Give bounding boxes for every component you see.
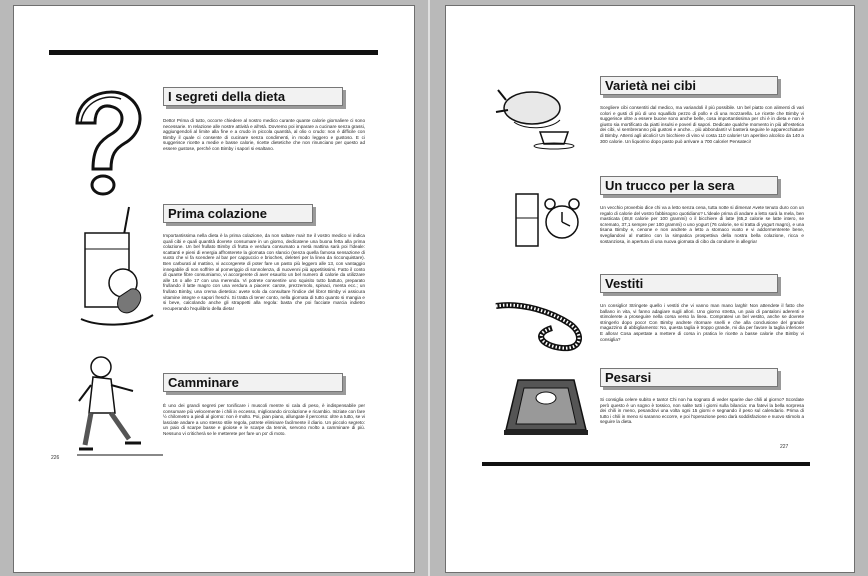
left-page-scan — [49, 50, 378, 467]
bathroom-scale-icon — [500, 368, 592, 440]
page-number-left: 226 — [51, 455, 60, 461]
section-title-segreti: I segreti della dieta — [163, 87, 343, 106]
glass-alarm-clock-icon — [512, 188, 584, 250]
section-text-trucco: Un vecchio proverbio dice chi va a letto senza cena, tutta notte si dimena! Avete tenuto duro con un regalo di calorie del vostro fabbisogno quotidiano? L'ideale prima di andare a letto sarà la mela, ben masticata (48,8 calorie per 100 grammi) o il bicchiere di latte (65,2 calorie se latte intero, se scremato, 37,1 sempre per 100 grammi) o uno yogurt (76 calorie, se si tratta di yogurt magro), e una tisana Bimby e, cenone e non andrete a letto a stomaco vuoto e vi addormenterete bene, svegliandovi al mattino con la simpatica prospettiva della nostra bella colazione, ricca e sostanziosa, in apertura di una nuova giornata di cibo da condurre in allegria! — [600, 205, 804, 244]
section-title-trucco: Un trucco per la sera — [600, 176, 778, 195]
measuring-tape-icon — [492, 294, 592, 356]
walking-man-icon — [75, 351, 165, 459]
section-title-varieta: Varietà nei cibi — [600, 76, 778, 95]
right-page-scan — [482, 50, 810, 466]
section-text-vestiti: Un consiglio! Stringete quello i vestiti che vi vanno man mano larghi! Non attendete il fatto che ballano in vita, vi fanno adagiare sugli allori. Uno giorno stretta, un paio di pantaloni aderenti e stimolerete a proseguire nella corsa verso la linea. Compratevi un bel vestito, anche se dovrete stringerlo dopo poco! Con Bimby andrete ritornare snelli e che alla conclusione del grande magazzino di abbigliamento: No, questa taglia è troppo grande, mi dia per favore la taglia inferiore! E allora! Cosa aspettate a mettere di corsa in pratica le ricette a basse calorie che Bimby vi consiglia? — [600, 303, 804, 342]
section-text-camminare: È uno dei grandi segreti per tonificare i muscoli mentre si cala di peso, è indispensabile per consumare più velocemente i chili in eccesso, migliorando circolazione e ricambio. Iniziate con fare ½ chilometro a piedi al giorno: non è molto. Poi, pian piano, allungate il percorso: oltre a tutto, se vi lasciate andare a uno stesso stile regola, potrete eliminare facilmente il diario. Un piccolo segreto: un paio di scarpe basse e gioiose e le scarpe da tennis, servono molto a camminare di più. Nessuno vi criticherà se le metterete per fare un po' di moto. — [163, 403, 365, 436]
question-mark-icon — [63, 85, 155, 197]
page-number-right: 227 — [780, 444, 789, 450]
breakfast-glass-fruit-icon — [79, 203, 159, 328]
section-title-vestiti: Vestiti — [600, 274, 778, 293]
section-text-pesarsi: Si consiglia celere subito e tanto! Chi non ha sognato di veder sparire due chili al giorno? Scordate però questo è un sogno è tossico, non salite tutti i giorni sulla bilancia: ma fatevi la bella sorpresa dei chili in meno, pesandovi una volta ogni 15 giorni e segnando il peso sul calendario. Prima di tutto i chili in meno si saranno eccorre, e poi l'operazione peso darà soddisfazione e nuovo stimolo a seguire la dieta. — [600, 397, 804, 425]
section-title-pesarsi: Pesarsi — [600, 368, 778, 387]
section-title-camminare: Camminare — [163, 373, 343, 392]
section-text-segreti: Detto! Prima di tutto, occorre chiedere al nostro medico curante quante calorie giornaliere ci sono necessarie. In relazione alle nostre attività e all'età. Dovremo poi imparare a cucinare senza grassi, aggiungendoli al limite alla fine e a crudo in piccola quantità, al olio o crudo: non è difficile con Bimby il quale ci consente di cucinare senza condimenti, in modo leggero e gustoso. E ci suggerisce ricette a medie e basse calorie, ricette dietetiche che non rinunciano per questo ad essere gustose, perché con Bimby i sapori si esaltano. — [163, 118, 365, 151]
section-title-colazione: Prima colazione — [163, 204, 313, 223]
spread-divider — [428, 0, 430, 576]
section-text-varieta: Scegliere cibi consentiti dal medico, ma variandoli il più possibile. Un bel piatto con alimenti di vari colori e gusti di più di uno squallido pezzo di pollo e di una mozzarella. Le ricette che Bimby vi suggerisce oltre a essere buone sono anche belle, cosa importantissima per chi è in dieta e non è giusto sia mortificato da piatti insulsi e poveri di sapori. Dedicate qualche momento in più all'estetica dei cibi, vi sembreranno più gustosi e anche... più abbondanti! vi basterà seguire le apparecchiature di Bimby. Attenti agli alcolici! Un bicchiere di vino vi costa 110 calorie! Un aperitivo alcolico da 140 a 300 calorie. Un liquorino dopo pasto può arrivare a 700 calorie! Pensateci! — [600, 105, 804, 144]
roast-chicken-cup-icon — [494, 82, 592, 150]
section-text-colazione: Importantissima nella dieta è la prima colazione, da non saltare mai! Se il vostro medico vi indica quali cibi e quali quantità dovrete consumare in un giorno, dedicatene una buona fetta alla prima colazione. Un bel frullato Bimby di frutta e verdura consumato a metà mattina sarà poi l'ideale: scattanti e pieni di energia affronterete la giornata con slancio (senza quella famosa sensazione di vuoto che vi fa scendere al bar per cappuccio e brioches, deleteri per la linea da ricconquistare). Ben carburati al mattino, vi accorgerete di poter fare un pasto più leggero alle 13, con vantaggio innegabile di non soffrire al pomeriggio di sonnolenza, di nuovenni più appetitissimi. Fatto il conto di quante fibre consumiamo, vi accorgerete di aver esaurito un bel numero di calorie da utilizzare alle 16 o alle 17 con una merenda. Vi potrete consentire uno squisito tutto battuto, preparato frullando il latte magro con una verdura a piacere: carote, prezzemolo, spinaci, menta ecc.; un frullato Bimby, una crema dietetica: avete solo da consultare l'indice del libro! Bimby vi assicura vitamine integre e sapori freschi. Si tratta di tener conto, nella giornata di tutto quanto si mangia e si beve, calcolando anche gli strappetti alla regola: basta che poi facciate marcia indietro recuperando l'equilibrio della dieta! — [163, 233, 365, 311]
